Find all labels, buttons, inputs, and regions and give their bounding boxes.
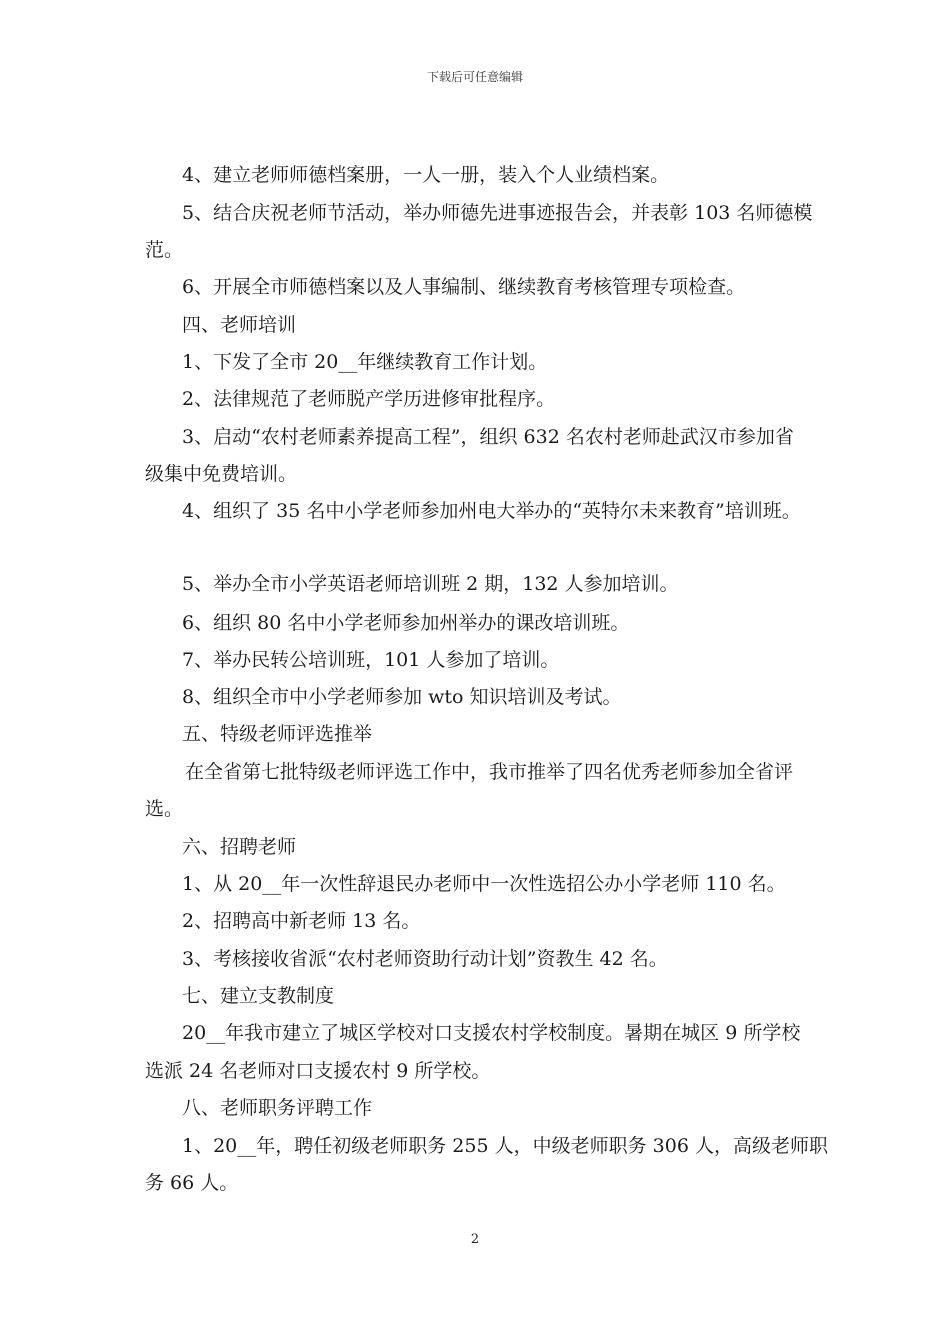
paragraph: 6、开展全市师德档案以及人事编制、继续教育考核管理专项检查。 (182, 276, 746, 298)
paragraph: 2、招聘高中新老师 13 名。 (182, 910, 421, 932)
paragraph: 5、举办全市小学英语老师培训班 2 期，132 人参加培训。 (182, 573, 679, 595)
paragraph: 1、从 20__年一次性辞退民办老师中一次性选招公办小学老师 110 名。 (182, 873, 786, 895)
paragraph-line: 1、20__年，聘任初级老师职务 255 人，中级老师职务 306 人，高级老师职 (182, 1135, 828, 1157)
paragraph-line: 级集中免费培训。 (145, 463, 298, 485)
paragraph: 4、组织了 35 名中小学老师参加州电大举办的“英特尔未来教育”培训班。 (182, 500, 801, 522)
paragraph: 6、组织 80 名中小学老师参加州举办的课改培训班。 (182, 612, 630, 634)
paragraph: 4、建立老师师德档案册，一人一册，装入个人业绩档案。 (182, 164, 670, 186)
paragraph-line: 5、结合庆祝老师节活动，举办师德先进事迹报告会，并表彰 103 名师德模 (182, 202, 813, 224)
section-heading: 五、特级老师评选推举 (182, 723, 373, 745)
page-header: 下载后可任意编辑 (426, 70, 523, 84)
paragraph-line: 选派 24 名老师对口支援农村 9 所学校。 (145, 1060, 491, 1082)
paragraph-line: 务 66 人。 (145, 1172, 239, 1194)
paragraph: 1、下发了全市 20__年继续教育工作计划。 (182, 351, 548, 373)
section-heading: 八、老师职务评聘工作 (182, 1097, 373, 1119)
paragraph: 8、组织全市中小学老师参加 wto 知识培训及考试。 (182, 686, 622, 708)
section-heading: 六、招聘老师 (182, 836, 297, 858)
paragraph-line: 20__年我市建立了城区学校对口支援农村学校制度。暑期在城区 9 所学校 (182, 1022, 801, 1044)
paragraph-line: 范。 (145, 239, 184, 261)
paragraph: 3、考核接收省派“农村老师资助行动计划”资教生 42 名。 (182, 948, 668, 970)
page-number: 2 (470, 1232, 480, 1247)
section-heading: 四、老师培训 (182, 314, 297, 336)
paragraph-line: 在全省第七批特级老师评选工作中，我市推举了四名优秀老师参加全省评 (185, 761, 794, 783)
paragraph-line: 选。 (145, 798, 184, 820)
paragraph-line: 3、启动“农村老师素养提高工程”，组织 632 名农村老师赴武汉市参加省 (182, 426, 794, 448)
paragraph: 7、举办民转公培训班，101 人参加了培训。 (182, 649, 560, 671)
section-heading: 七、建立支教制度 (182, 985, 335, 1007)
paragraph: 2、法律规范了老师脱产学历进修审批程序。 (182, 388, 556, 410)
